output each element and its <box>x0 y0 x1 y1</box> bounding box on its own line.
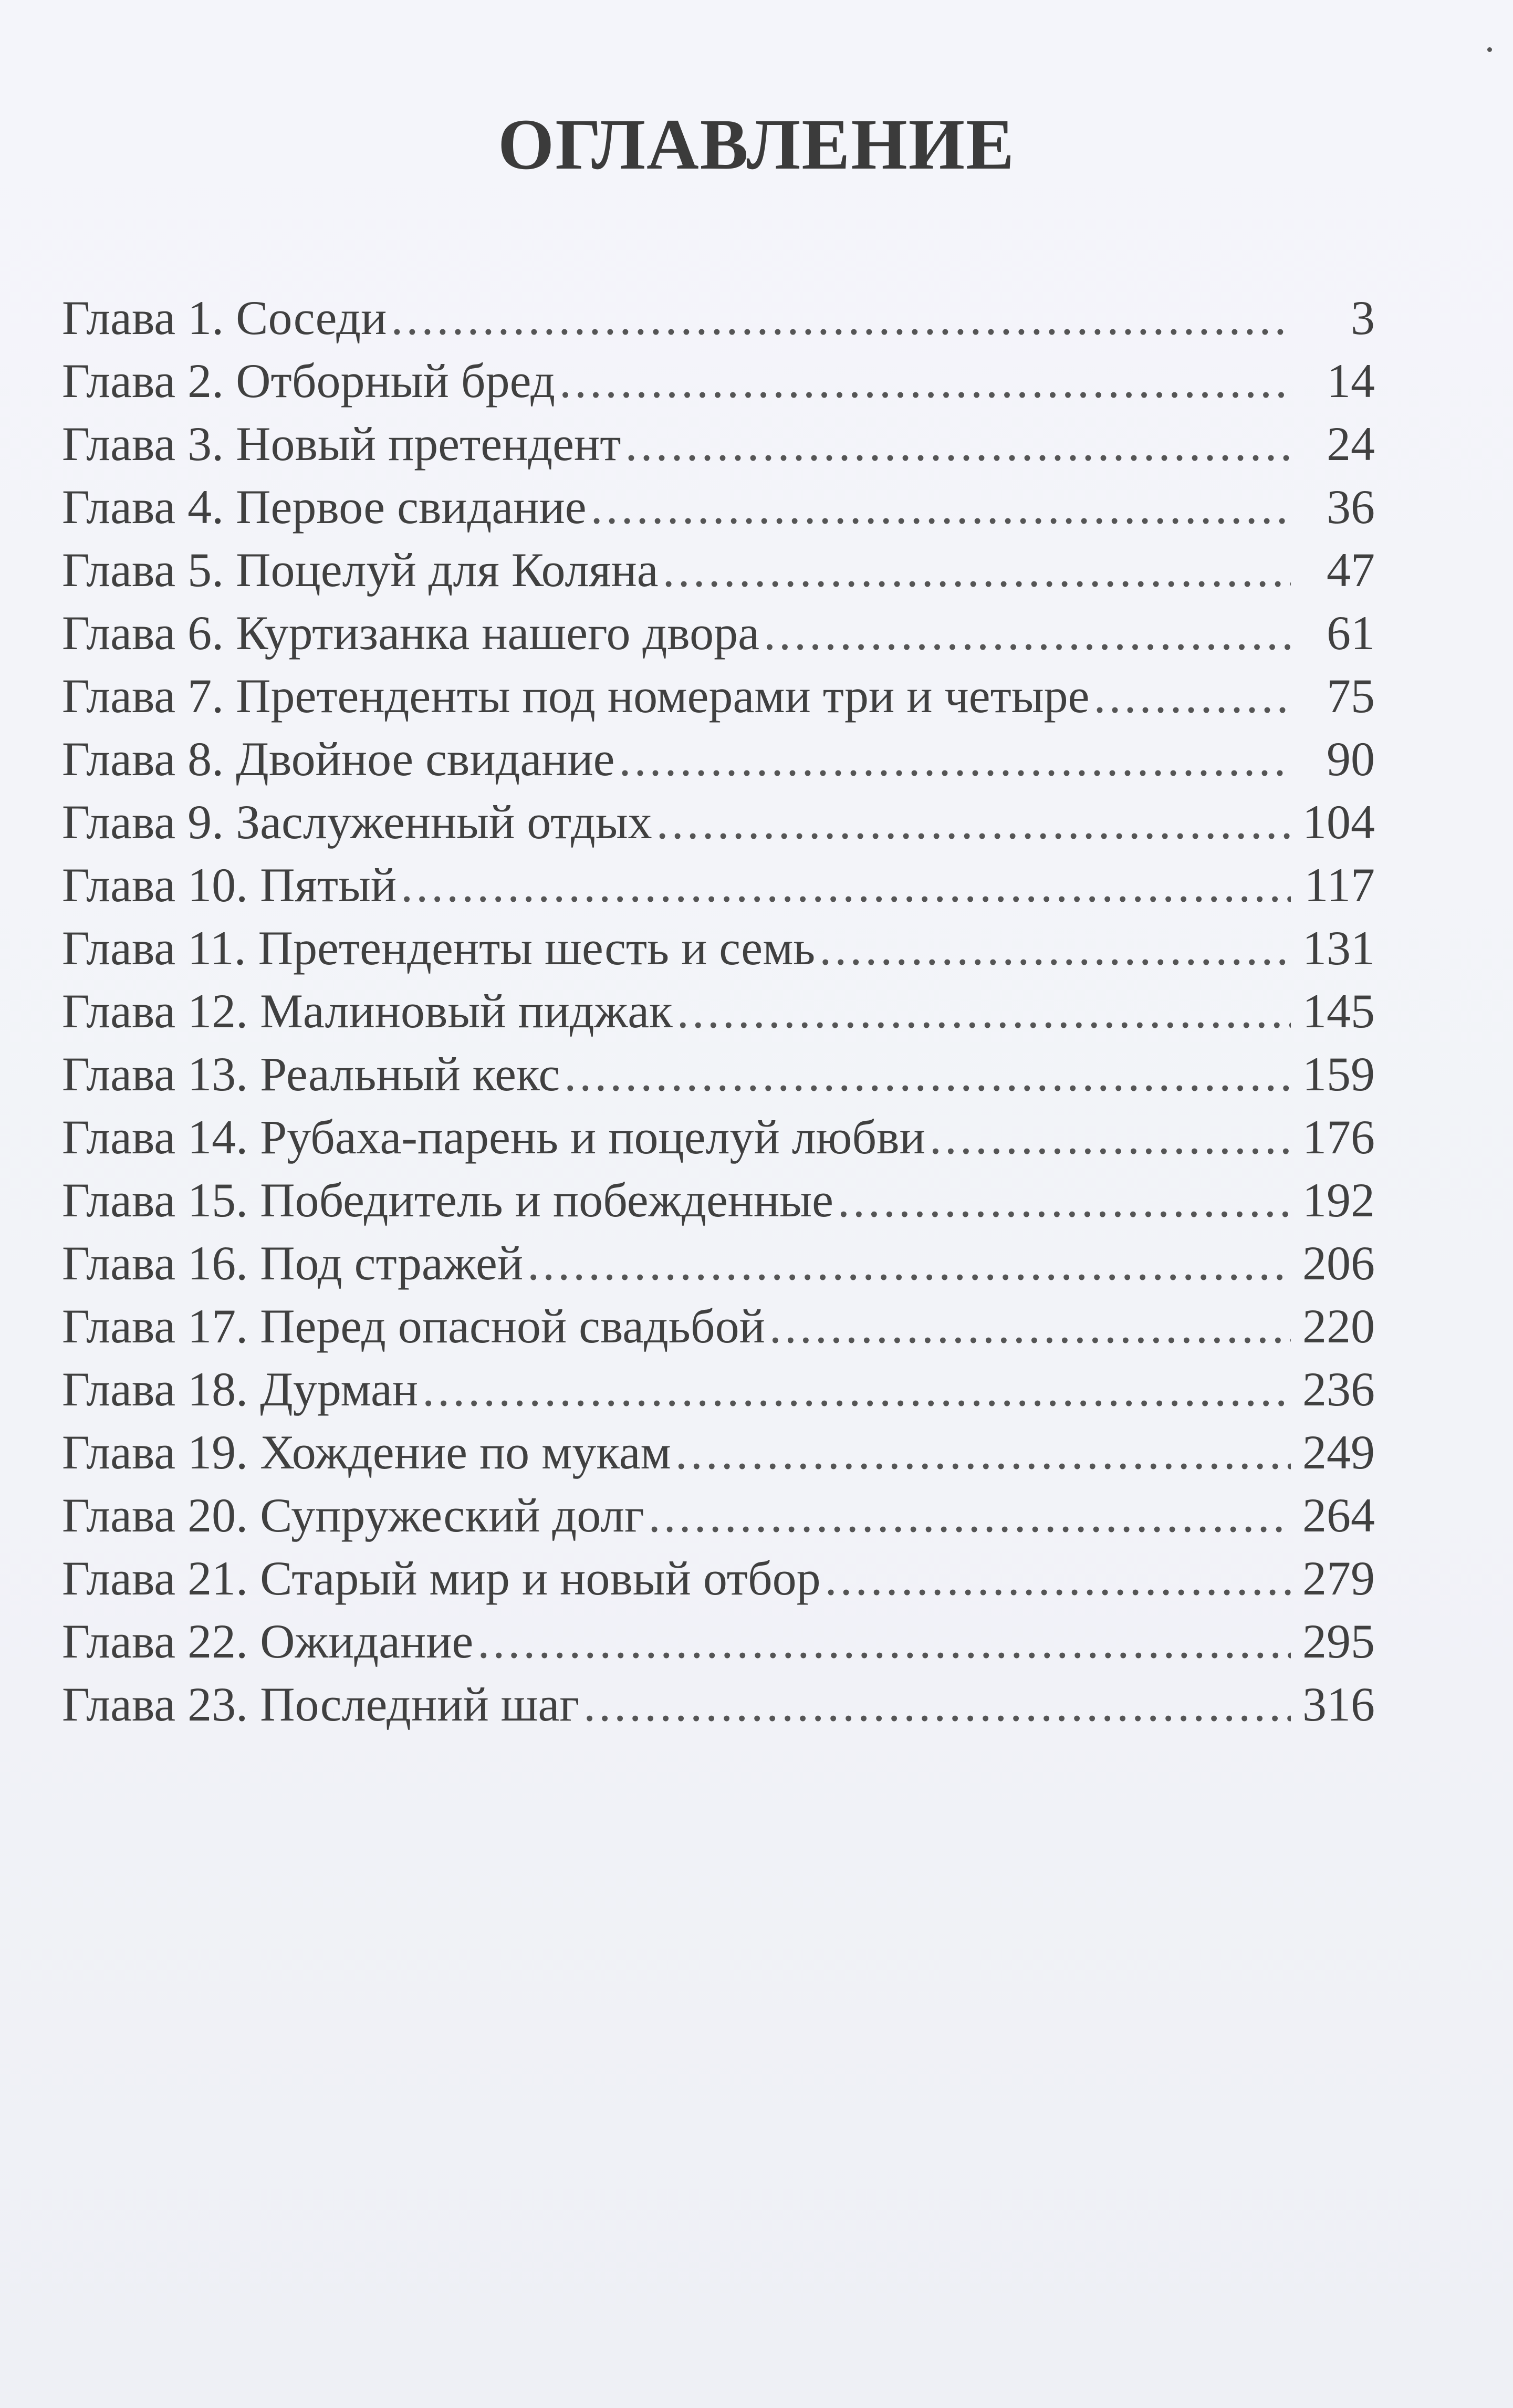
page-number: 236 <box>1302 1362 1375 1416</box>
chapter-title: Глава 11. Претенденты шесть и семь <box>62 921 816 975</box>
page-number: 279 <box>1302 1551 1375 1605</box>
chapter-title: Глава 17. Перед опасной свадьбой <box>62 1299 765 1353</box>
chapter-title: Глава 16. Под стражей <box>62 1236 524 1290</box>
toc-entry <box>62 349 1375 412</box>
dot-leader <box>677 979 1291 1043</box>
page-number: 61 <box>1327 606 1375 660</box>
chapter-title: Глава 5. Поцелуй для Коляна <box>62 543 659 597</box>
chapter-title: Глава 15. Победитель и побежденные <box>62 1173 833 1227</box>
page-number: 47 <box>1327 543 1375 597</box>
page-number: 3 <box>1351 291 1375 345</box>
chapter-title: Глава 20. Супружеский долг <box>62 1488 644 1542</box>
toc-entry <box>62 1610 1375 1673</box>
dot-leader <box>930 1106 1291 1169</box>
chapter-title: Глава 21. Старый мир и новый отбор <box>62 1551 821 1605</box>
page-number: 176 <box>1302 1110 1375 1164</box>
toc-entry <box>62 664 1375 727</box>
toc-entry <box>62 1421 1375 1484</box>
page-title: ОГЛАВЛЕНИЕ <box>497 104 1016 184</box>
dot-leader <box>675 1421 1291 1484</box>
page-number: 131 <box>1302 921 1375 975</box>
chapter-title: Глава 1. Соседи <box>62 291 387 345</box>
chapter-title: Глава 10. Пятый <box>62 858 397 912</box>
toc-entry <box>62 853 1375 916</box>
chapter-title: Глава 12. Малиновый пиджак <box>62 984 673 1038</box>
chapter-title: Глава 13. Реальный кекс <box>62 1047 560 1101</box>
page-number: 75 <box>1327 669 1375 723</box>
dot-leader <box>583 1673 1291 1736</box>
toc-entry <box>62 1043 1375 1106</box>
chapter-title: Глава 7. Претенденты под номерами три и четыре <box>62 669 1090 723</box>
page-number: 295 <box>1302 1614 1375 1668</box>
dot-leader <box>1093 664 1291 727</box>
toc-entry <box>62 601 1375 664</box>
page-number: 36 <box>1327 480 1375 534</box>
page-number: 192 <box>1302 1173 1375 1227</box>
dot-leader <box>527 1232 1291 1295</box>
toc-entry <box>62 1358 1375 1421</box>
page-number: 264 <box>1302 1488 1375 1542</box>
toc-entry <box>62 475 1375 538</box>
page-number: 117 <box>1304 858 1375 912</box>
chapter-title: Глава 23. Последний шаг <box>62 1677 580 1731</box>
page-number: 249 <box>1302 1425 1375 1479</box>
toc-entry <box>62 1106 1375 1169</box>
chapter-title: Глава 14. Рубаха-парень и поцелуй любви <box>62 1110 925 1164</box>
page-number: 14 <box>1327 354 1375 408</box>
chapter-title: Глава 19. Хождение по мукам <box>62 1425 671 1479</box>
toc-entry <box>62 1547 1375 1610</box>
page-number: 145 <box>1302 984 1375 1038</box>
chapter-title: Глава 6. Куртизанка нашего двора <box>62 606 759 660</box>
page-number: 24 <box>1327 417 1375 471</box>
dot-leader <box>825 1547 1291 1610</box>
toc-entry <box>62 979 1375 1043</box>
dot-leader <box>619 727 1291 790</box>
dot-leader <box>559 349 1291 412</box>
toc-entry <box>62 538 1375 601</box>
dot-leader <box>422 1358 1291 1421</box>
dot-leader <box>663 538 1291 601</box>
page-number: 104 <box>1302 795 1375 849</box>
scan-speck <box>1487 47 1492 52</box>
toc-entry <box>62 916 1375 979</box>
chapter-title: Глава 3. Новый претендент <box>62 417 621 471</box>
dot-leader <box>401 853 1291 916</box>
chapter-title: Глава 8. Двойное свидание <box>62 732 615 786</box>
dot-leader <box>649 1484 1291 1547</box>
page-number: 206 <box>1302 1236 1375 1290</box>
toc-entry <box>62 1295 1375 1358</box>
chapter-title: Глава 9. Заслуженный отдых <box>62 795 652 849</box>
toc-entry <box>62 1673 1375 1736</box>
dot-leader <box>769 1295 1291 1358</box>
dot-leader <box>656 790 1291 853</box>
table-of-contents <box>62 286 1375 1736</box>
dot-leader <box>564 1043 1291 1106</box>
toc-entry <box>62 412 1375 475</box>
dot-leader <box>764 601 1291 664</box>
toc-entry <box>62 1232 1375 1295</box>
dot-leader <box>591 475 1291 538</box>
page-number: 220 <box>1302 1299 1375 1353</box>
toc-entry <box>62 727 1375 790</box>
chapter-title: Глава 22. Ожидание <box>62 1614 474 1668</box>
dot-leader <box>838 1169 1291 1232</box>
toc-entry <box>62 790 1375 853</box>
page-number: 90 <box>1327 732 1375 786</box>
chapter-title: Глава 2. Отборный бред <box>62 354 556 408</box>
dot-leader <box>391 286 1291 349</box>
chapter-title: Глава 18. Дурман <box>62 1362 419 1416</box>
chapter-title: Глава 4. Первое свидание <box>62 480 587 534</box>
toc-entry <box>62 286 1375 349</box>
page-number: 316 <box>1302 1677 1375 1731</box>
page-number: 159 <box>1302 1047 1375 1101</box>
toc-entry <box>62 1484 1375 1547</box>
toc-entry <box>62 1169 1375 1232</box>
dot-leader <box>625 412 1291 475</box>
dot-leader <box>819 916 1291 979</box>
dot-leader <box>477 1610 1291 1673</box>
